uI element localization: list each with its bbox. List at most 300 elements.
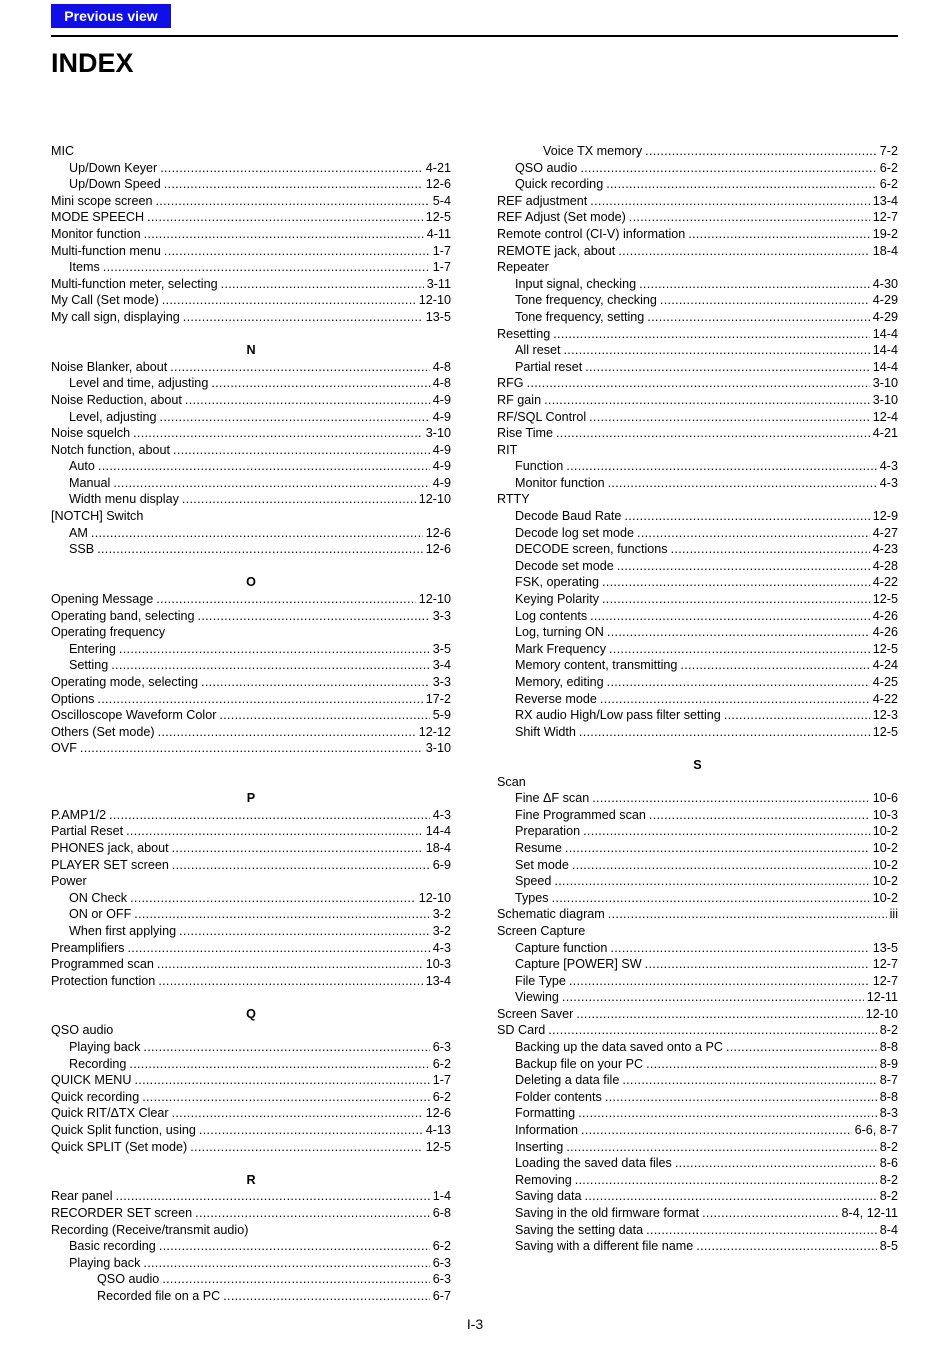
index-entry: [51, 1139, 451, 1156]
dot-leader: [702, 1205, 838, 1222]
entry-term: QSO audio: [515, 160, 578, 175]
entry-page[interactable]: 10-2: [872, 840, 898, 855]
dot-leader: [610, 940, 869, 957]
entry-page[interactable]: 1-7: [432, 243, 451, 258]
entry-term: Memory, editing: [515, 675, 604, 689]
dot-leader: [608, 475, 877, 492]
dot-leader: [147, 209, 423, 226]
entry-page[interactable]: 4-9: [432, 475, 451, 490]
index-entry: [497, 1188, 898, 1205]
dot-leader: [162, 292, 416, 309]
entry-page[interactable]: 13-5: [872, 940, 898, 955]
entry-term: When first applying: [69, 923, 177, 938]
entry-page[interactable]: 4-29: [872, 309, 898, 324]
dot-leader: [585, 359, 870, 376]
index-heading: [51, 143, 451, 160]
entry-page[interactable]: 4-26: [872, 608, 898, 623]
index-entry: [497, 823, 898, 840]
dot-leader: [688, 226, 870, 243]
entry-term: My call sign, displaying: [51, 309, 180, 324]
entry-term: Recording (Receive/transmit audio): [51, 1222, 249, 1237]
index-heading: [51, 873, 451, 890]
dot-leader: [646, 1056, 877, 1073]
entry-term: Basic recording: [69, 1239, 156, 1254]
entry-term: Reverse mode: [515, 691, 597, 706]
entry-term: Remote control (CI-V) information: [497, 226, 686, 241]
entry-page[interactable]: iii: [889, 907, 898, 922]
index-entry: [51, 1238, 451, 1255]
entry-page[interactable]: 4-28: [872, 558, 898, 573]
entry-page[interactable]: 8-2: [879, 1023, 898, 1038]
entry-term: REF adjustment: [497, 193, 588, 208]
entry-page[interactable]: 19-2: [872, 226, 898, 241]
index-entry: [51, 724, 451, 741]
index-entry: [51, 392, 451, 409]
entry-page[interactable]: 12-6: [425, 542, 451, 557]
entry-page[interactable]: 12-7: [872, 957, 898, 972]
entry-page[interactable]: 8-2: [879, 1172, 898, 1187]
entry-term: Deleting a data file: [515, 1073, 620, 1088]
index-heading: [497, 923, 898, 940]
index-entry: [497, 1122, 898, 1139]
dot-leader: [116, 1188, 430, 1205]
entry-page[interactable]: 12-3: [872, 708, 898, 723]
index-entry: [51, 259, 451, 276]
index-entry: [51, 956, 451, 973]
dot-leader: [103, 259, 430, 276]
dot-leader: [527, 375, 870, 392]
entry-page[interactable]: 6-2: [432, 1056, 451, 1071]
entry-term: [NOTCH] Switch: [51, 509, 144, 524]
entry-page[interactable]: 8-2: [879, 1139, 898, 1154]
entry-page[interactable]: 17-2: [425, 691, 451, 706]
index-entry: [51, 1271, 451, 1288]
dot-leader: [579, 724, 870, 741]
dot-leader: [617, 558, 870, 575]
index-entry: [497, 160, 898, 177]
previous-view-button[interactable]: Previous view: [51, 4, 171, 28]
entry-page[interactable]: 6-9: [432, 857, 451, 872]
entry-term: Keying Polarity: [515, 592, 599, 607]
dot-leader: [583, 823, 870, 840]
dot-leader: [97, 541, 423, 558]
entry-page[interactable]: 3-10: [872, 376, 898, 391]
index-entry: [51, 1188, 451, 1205]
dot-leader: [158, 973, 422, 990]
entry-page[interactable]: 10-3: [872, 807, 898, 822]
entry-page[interactable]: 4-8: [432, 376, 451, 391]
entry-page[interactable]: 12-5: [425, 210, 451, 225]
entry-page[interactable]: 10-2: [872, 874, 898, 889]
entry-page[interactable]: 4-3: [432, 940, 451, 955]
entry-term: Tone frequency, checking: [515, 293, 657, 308]
entry-page[interactable]: 12-6: [425, 1106, 451, 1121]
index-entry: [497, 1205, 898, 1222]
index-heading: [51, 508, 451, 525]
entry-page[interactable]: 10-6: [872, 791, 898, 806]
entry-term: Operating frequency: [51, 625, 166, 640]
entry-page[interactable]: 8-7: [879, 1073, 898, 1088]
index-entry: [497, 276, 898, 293]
entry-page[interactable]: 4-22: [872, 691, 898, 706]
entry-page[interactable]: 4-27: [872, 525, 898, 540]
dot-leader: [696, 1238, 877, 1255]
entry-page[interactable]: 12-7: [872, 210, 898, 225]
index-entry: [497, 375, 898, 392]
entry-term: Speed: [515, 874, 552, 889]
entry-page[interactable]: 7-2: [879, 144, 898, 158]
entry-page[interactable]: 18-4: [425, 840, 451, 855]
entry-term: Mark Frequency: [515, 641, 606, 656]
entry-page[interactable]: 12-6: [425, 525, 451, 540]
entry-page[interactable]: 14-4: [872, 359, 898, 374]
dot-leader: [179, 923, 430, 940]
dot-leader: [566, 1139, 876, 1156]
index-entry: [51, 491, 451, 508]
entry-term: Inserting: [515, 1139, 564, 1154]
dot-leader: [129, 1056, 429, 1073]
entry-term: RF/SQL Control: [497, 409, 587, 424]
dot-leader: [607, 674, 870, 691]
entry-term: PLAYER SET screen: [51, 857, 169, 872]
dot-leader: [675, 1155, 877, 1172]
index-entry: [51, 857, 451, 874]
entry-page[interactable]: 4-21: [872, 426, 898, 441]
entry-term: Options: [51, 691, 95, 706]
entry-page[interactable]: 6-3: [432, 1272, 451, 1287]
entry-page[interactable]: 4-25: [872, 675, 898, 689]
entry-term: ON Check: [69, 890, 128, 905]
dot-leader: [159, 1238, 430, 1255]
entry-page[interactable]: 6-2: [879, 160, 898, 175]
entry-page[interactable]: 12-6: [425, 177, 451, 192]
entry-term: Level and time, adjusting: [69, 376, 209, 391]
entry-page[interactable]: 4-30: [872, 276, 898, 291]
dot-leader: [183, 309, 423, 326]
entry-term: Level, adjusting: [69, 409, 157, 424]
index-entry: [497, 1039, 898, 1056]
entry-term: ON or OFF: [69, 907, 132, 922]
entry-page[interactable]: 6-3: [432, 1255, 451, 1270]
index-entry: [51, 458, 451, 475]
entry-page[interactable]: 4-9: [432, 392, 451, 407]
entry-page[interactable]: 6-8: [432, 1206, 451, 1220]
entry-page[interactable]: 12-5: [872, 592, 898, 607]
index-entry: [51, 906, 451, 923]
entry-page[interactable]: 6-7: [432, 1288, 451, 1303]
entry-term: P.AMP1/2: [51, 807, 107, 822]
dot-leader: [201, 674, 430, 691]
entry-page[interactable]: 12-5: [425, 1139, 451, 1154]
dot-leader: [575, 1172, 877, 1189]
entry-page[interactable]: 4-22: [872, 575, 898, 590]
index-heading: [497, 774, 898, 791]
entry-page[interactable]: 12-4: [872, 409, 898, 424]
entry-page[interactable]: 8-9: [879, 1056, 898, 1071]
entry-page[interactable]: 12-10: [865, 1006, 898, 1021]
entry-page[interactable]: 12-10: [418, 293, 451, 308]
entry-term: Quick SPLIT (Set mode): [51, 1139, 188, 1154]
index-entry: [497, 807, 898, 824]
index-entry: [497, 342, 898, 359]
index-entry: [51, 160, 451, 177]
entry-page[interactable]: 3-10: [872, 392, 898, 407]
entry-term: Up/Down Speed: [69, 177, 161, 192]
index-entry: [497, 226, 898, 243]
entry-page[interactable]: 13-4: [425, 973, 451, 988]
dot-leader: [554, 873, 869, 890]
dot-leader: [164, 243, 430, 260]
dot-leader: [572, 857, 870, 874]
index-entry: [497, 641, 898, 658]
entry-page[interactable]: 4-29: [872, 293, 898, 308]
index-entry: [497, 956, 898, 973]
index-heading: [51, 1222, 451, 1239]
entry-page[interactable]: 1-7: [432, 260, 451, 275]
entry-page[interactable]: 12-10: [418, 492, 451, 507]
entry-page[interactable]: 12-11: [866, 990, 898, 1005]
entry-page[interactable]: 4-8: [432, 359, 451, 374]
dot-leader: [580, 160, 876, 177]
index-entry: [497, 1105, 898, 1122]
entry-term: Protection function: [51, 973, 156, 988]
dot-leader: [219, 707, 429, 724]
index-entry: [497, 1072, 898, 1089]
dot-leader: [576, 1006, 862, 1023]
dot-leader: [556, 425, 870, 442]
entry-page[interactable]: 6-2: [432, 1089, 451, 1104]
entry-page[interactable]: 12-10: [418, 890, 451, 905]
index-entry: [497, 989, 898, 1006]
entry-page[interactable]: 4-9: [432, 459, 451, 474]
index-entry: [51, 740, 451, 757]
index-entry: [51, 890, 451, 907]
entry-page[interactable]: 3-10: [425, 741, 451, 756]
entry-page[interactable]: 12-5: [872, 724, 898, 739]
entry-page[interactable]: 12-9: [872, 509, 898, 524]
entry-term: Monitor function: [515, 475, 605, 490]
dot-leader: [199, 1122, 423, 1139]
index-entry: [497, 624, 898, 641]
entry-term: RIT: [497, 442, 518, 457]
entry-term: Noise Blanker, about: [51, 359, 168, 374]
entry-page[interactable]: 4-9: [432, 442, 451, 457]
index-entry: [51, 226, 451, 243]
entry-page[interactable]: 12-12: [418, 724, 451, 739]
entry-page[interactable]: 14-4: [872, 326, 898, 341]
entry-term: Memory content, transmitting: [515, 658, 678, 673]
index-entry: [497, 707, 898, 724]
spacer: [51, 989, 451, 1006]
entry-page[interactable]: 1-7: [432, 1073, 451, 1088]
entry-page[interactable]: 10-2: [872, 857, 898, 872]
index-entry: [497, 1139, 898, 1156]
entry-page[interactable]: 4-13: [425, 1123, 451, 1138]
entry-page[interactable]: 6-2: [879, 177, 898, 192]
entry-page[interactable]: 10-2: [872, 824, 898, 839]
entry-page[interactable]: 4-11: [426, 226, 451, 241]
entry-term: Information: [515, 1123, 578, 1138]
entry-page[interactable]: 4-21: [425, 160, 451, 175]
entry-page[interactable]: 12-7: [872, 973, 898, 988]
index-entry: [51, 475, 451, 492]
index-entry: [497, 574, 898, 591]
entry-page[interactable]: 8-4: [879, 1222, 898, 1237]
entry-page[interactable]: 13-4: [872, 193, 898, 208]
index-column-right: [497, 143, 898, 1255]
entry-page[interactable]: 3-3: [432, 675, 451, 689]
entry-page[interactable]: 3-5: [432, 641, 451, 656]
index-entry: [51, 707, 451, 724]
dot-leader: [607, 624, 870, 641]
entry-term: Log, turning ON: [515, 625, 604, 640]
entry-page[interactable]: 5-9: [432, 708, 451, 723]
dot-leader: [170, 359, 430, 376]
index-entry: [497, 724, 898, 741]
entry-term: Saving the setting data: [515, 1222, 644, 1237]
index-entry: [51, 840, 451, 857]
index-entry: [51, 608, 451, 625]
dot-leader: [156, 591, 416, 608]
entry-term: Input signal, checking: [515, 276, 637, 291]
entry-page[interactable]: 13-5: [425, 309, 451, 324]
entry-page[interactable]: 10-2: [872, 890, 898, 905]
index-entry: [51, 940, 451, 957]
index-entry: [497, 176, 898, 193]
entry-page[interactable]: 12-5: [872, 641, 898, 656]
dot-leader: [609, 641, 870, 658]
entry-term: Manual: [69, 475, 111, 490]
index-entry: [51, 525, 451, 542]
dot-leader: [134, 1072, 429, 1089]
entry-page[interactable]: 8-3: [879, 1106, 898, 1121]
index-entry: [51, 1205, 451, 1222]
entry-term: Opening Message: [51, 592, 154, 607]
index-entry: [51, 1122, 451, 1139]
entry-page[interactable]: 14-4: [872, 343, 898, 358]
entry-term: Saving data: [515, 1189, 582, 1204]
entry-page[interactable]: 1-4: [432, 1189, 451, 1204]
index-entry: [497, 558, 898, 575]
entry-term: Entering: [69, 641, 116, 656]
entry-term: QSO audio: [51, 1023, 114, 1038]
entry-page[interactable]: 4-24: [872, 658, 898, 673]
index-heading: [51, 624, 451, 641]
entry-term: Tone frequency, setting: [515, 309, 645, 324]
entry-term: Items: [69, 260, 100, 275]
dot-leader: [602, 591, 870, 608]
entry-term: Partial reset: [515, 359, 583, 374]
entry-page[interactable]: 4-26: [872, 625, 898, 640]
index-entry: [497, 409, 898, 426]
entry-page[interactable]: 6-6, 8-7: [854, 1123, 898, 1138]
entry-page[interactable]: 3-11: [426, 276, 451, 291]
entry-page[interactable]: 3-4: [432, 658, 451, 673]
dot-leader: [160, 409, 430, 426]
entry-term: Notch function, about: [51, 442, 171, 457]
entry-term: RF gain: [497, 392, 542, 407]
entry-term: Preparation: [515, 824, 581, 839]
index-entry: [497, 1056, 898, 1073]
entry-page[interactable]: 6-3: [432, 1040, 451, 1055]
entry-term: Noise Reduction, about: [51, 392, 182, 407]
dot-leader: [552, 890, 870, 907]
index-entry: [51, 375, 451, 392]
index-entry: [497, 392, 898, 409]
dot-leader: [172, 857, 430, 874]
dot-leader: [143, 1039, 429, 1056]
dot-leader: [565, 840, 870, 857]
section-letter: Q: [246, 1006, 256, 1021]
dot-leader: [160, 160, 423, 177]
entry-page[interactable]: 8-4, 12-11: [841, 1206, 898, 1220]
spacer: [51, 774, 451, 791]
dot-leader: [142, 1089, 430, 1106]
dot-leader: [660, 292, 870, 309]
entry-page[interactable]: 8-5: [879, 1239, 898, 1254]
dot-leader: [544, 392, 870, 409]
entry-term: FSK, operating: [515, 575, 600, 590]
dot-leader: [211, 375, 429, 392]
index-entry: [51, 541, 451, 558]
dot-leader: [590, 193, 869, 210]
dot-leader: [223, 1288, 430, 1305]
entry-term: Capture function: [515, 940, 608, 955]
entry-page[interactable]: 3-2: [432, 907, 451, 922]
entry-term: Screen Saver: [497, 1006, 574, 1021]
entry-page[interactable]: 4-23: [872, 542, 898, 557]
entry-page[interactable]: 4-9: [432, 409, 451, 424]
dot-leader: [190, 1139, 423, 1156]
entry-page[interactable]: 3-10: [425, 426, 451, 441]
index-entry: [497, 873, 898, 890]
index-entry: [51, 1056, 451, 1073]
entry-page[interactable]: 4-3: [432, 807, 451, 822]
dot-leader: [548, 1022, 877, 1039]
entry-page[interactable]: 10-3: [425, 957, 451, 972]
entry-term: Others (Set mode): [51, 724, 155, 739]
entry-page[interactable]: 18-4: [872, 243, 898, 258]
dot-leader: [581, 1122, 852, 1139]
page-title: INDEX: [51, 48, 134, 78]
dot-leader: [97, 691, 422, 708]
entry-term: Auto: [69, 459, 95, 474]
entry-page[interactable]: 12-10: [418, 592, 451, 607]
entry-page[interactable]: 8-2: [879, 1189, 898, 1204]
entry-term: My Call (Set mode): [51, 293, 159, 308]
entry-page[interactable]: 8-8: [879, 1089, 898, 1104]
entry-page[interactable]: 8-8: [879, 1040, 898, 1055]
index-entry: [497, 475, 898, 492]
entry-page[interactable]: 5-4: [432, 193, 451, 208]
dot-leader: [590, 608, 870, 625]
index-entry: [497, 541, 898, 558]
entry-page[interactable]: 3-2: [432, 923, 451, 938]
entry-page[interactable]: 3-3: [432, 608, 451, 623]
entry-page[interactable]: 6-2: [432, 1239, 451, 1254]
entry-term: MODE SPEECH: [51, 210, 145, 225]
entry-page[interactable]: 8-6: [879, 1156, 898, 1171]
index-heading: [497, 491, 898, 508]
index-entry: [51, 409, 451, 426]
entry-page[interactable]: 4-3: [879, 475, 898, 490]
entry-page[interactable]: 4-3: [879, 459, 898, 474]
entry-page[interactable]: 14-4: [425, 824, 451, 839]
entry-term: QUICK MENU: [51, 1073, 132, 1088]
index-entry: [497, 608, 898, 625]
dot-leader: [585, 1188, 877, 1205]
dot-leader: [172, 1105, 423, 1122]
